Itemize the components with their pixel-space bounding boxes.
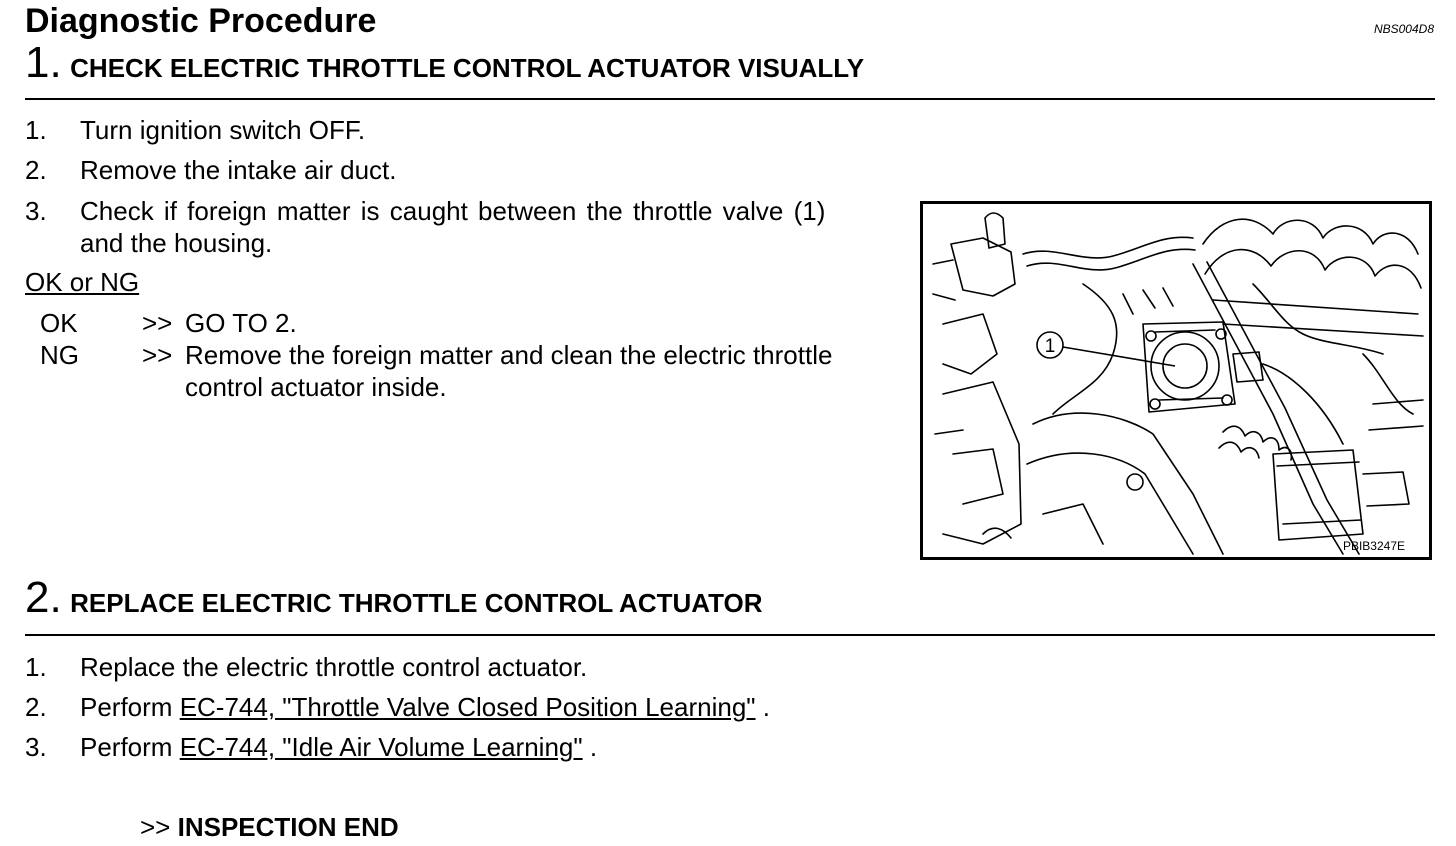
page-title: Diagnostic Procedure (25, 2, 377, 40)
item-number: 1. (25, 652, 47, 682)
item-number: 2. (25, 155, 47, 185)
item-suffix: . (755, 692, 770, 722)
item-text: Replace the electric throttle control actuator. (80, 652, 588, 682)
end-arrow: >> (140, 812, 171, 842)
step1-divider (25, 98, 1435, 100)
engine-bay-illustration (923, 204, 1429, 557)
item-text-line2: and the housing. (80, 228, 273, 258)
item-text (80, 692, 770, 723)
item-number: 3. (25, 196, 47, 226)
result-text: GO TO 2. (185, 308, 297, 338)
figure-code: PBIB3247E (1342, 539, 1405, 553)
item-text (80, 732, 597, 763)
item-number: 3. (25, 732, 47, 762)
throttle-valve-learning-link[interactable]: EC-744, "Throttle Valve Closed Position Learning" (179, 692, 756, 722)
step2-divider (25, 634, 1435, 636)
result-text-line2: control actuator inside. (185, 372, 447, 402)
end-text: INSPECTION END (177, 812, 399, 842)
document-id: NBS004D8 (1373, 22, 1434, 36)
step1-number: 1. (25, 38, 62, 87)
step1-heading (25, 38, 864, 88)
ok-or-ng-label: OK or NG (25, 267, 140, 297)
item-suffix: . (582, 732, 598, 762)
step2-number: 2. (25, 573, 62, 622)
item-prefix: Perform (80, 692, 180, 722)
item-text: Remove the intake air duct. (80, 155, 397, 185)
idle-air-volume-learning-link[interactable]: EC-744, "Idle Air Volume Learning" (179, 732, 583, 762)
inspection-end (140, 812, 399, 843)
item-prefix: Perform (80, 732, 180, 762)
step2-title: REPLACE ELECTRIC THROTTLE CONTROL ACTUATOR (70, 588, 763, 618)
result-code: OK (40, 308, 78, 338)
item-text-line1: Check if foreign matter is caught between the throttle valve (1) (80, 196, 826, 226)
result-arrow: >> (142, 340, 173, 370)
item-number: 2. (25, 692, 47, 722)
result-code: NG (40, 340, 79, 370)
item-number: 1. (25, 115, 47, 145)
step2-heading (25, 573, 763, 623)
throttle-actuator-figure (920, 201, 1432, 560)
step1-title: CHECK ELECTRIC THROTTLE CONTROL ACTUATOR VISUALLY (70, 53, 865, 83)
item-text: Turn ignition switch OFF. (80, 115, 366, 145)
result-arrow: >> (142, 308, 173, 338)
callout-1: 1 (1044, 336, 1056, 357)
result-text-line1: Remove the foreign matter and clean the electric throttle (185, 340, 833, 370)
